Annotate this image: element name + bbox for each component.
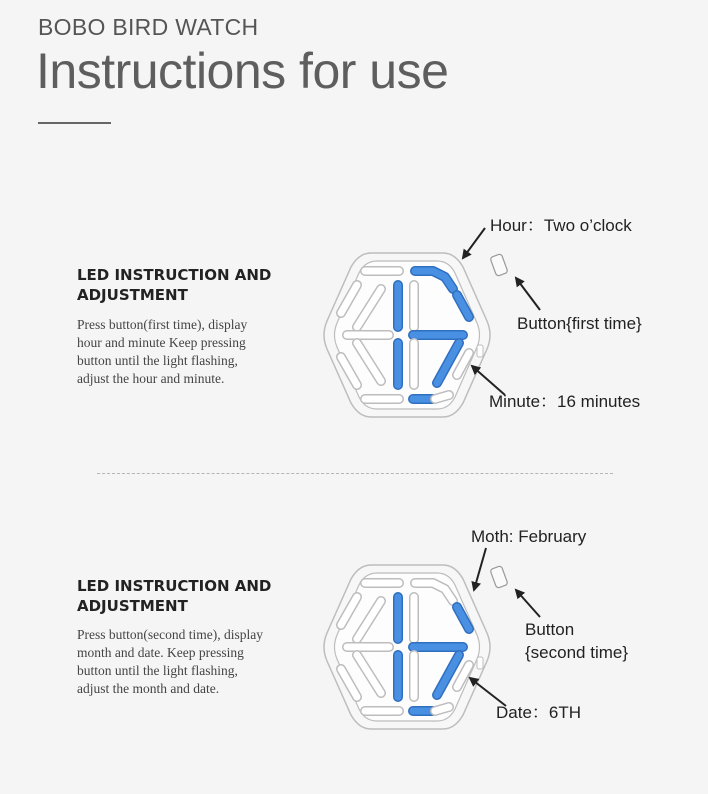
watch-face-1 [324, 253, 508, 417]
button-first-arrow [516, 278, 540, 310]
watch-face-2 [324, 565, 508, 729]
section1-heading-line1: LED INSTRUCTION AND [77, 266, 272, 284]
section1-body-line: Press button(first time), display [77, 317, 248, 332]
led-segment-off [435, 395, 449, 399]
section1-body-line: hour and minute Keep pressing [77, 335, 246, 350]
hour-arrow [463, 228, 485, 258]
section2-body-line: month and date. Keep pressing [77, 645, 244, 660]
section2-heading-line2: ADJUSTMENT [77, 597, 188, 615]
section1-body-line: adjust the hour and minute. [77, 371, 225, 386]
month-arrow [474, 548, 486, 590]
date-arrow [470, 678, 506, 706]
date-annotation: Date：6TH [496, 703, 582, 722]
led-segment-off [435, 707, 449, 711]
button-second-annotation-line1: Button [525, 620, 575, 639]
section2-heading-line1: LED INSTRUCTION AND [77, 577, 272, 595]
brand-name: BOBO BIRD WATCH [38, 14, 259, 40]
minute-annotation: Minute：16 minutes [489, 392, 641, 411]
month-annotation: Moth: February [471, 527, 587, 546]
button-second-annotation-line2: {second time} [525, 643, 629, 662]
hour-annotation: Hour：Two o’clock [490, 216, 632, 235]
section2-body-line: Press button(second time), display [77, 627, 263, 642]
section2-body-line: button until the light flashing, [77, 663, 238, 678]
watch-button-icon [490, 254, 508, 277]
minute-arrow [472, 366, 505, 395]
page-title: Instructions for use [36, 43, 449, 99]
watch-button-icon [490, 566, 508, 589]
watch-side-notch [477, 345, 483, 357]
section2-body-line: adjust the month and date. [77, 681, 220, 696]
section1-heading-line2: ADJUSTMENT [77, 286, 188, 304]
watch-side-notch [477, 657, 483, 669]
button-first-annotation: Button{first time} [517, 314, 642, 333]
section1-body-line: button until the light flashing, [77, 353, 238, 368]
button-second-arrow [516, 590, 540, 617]
